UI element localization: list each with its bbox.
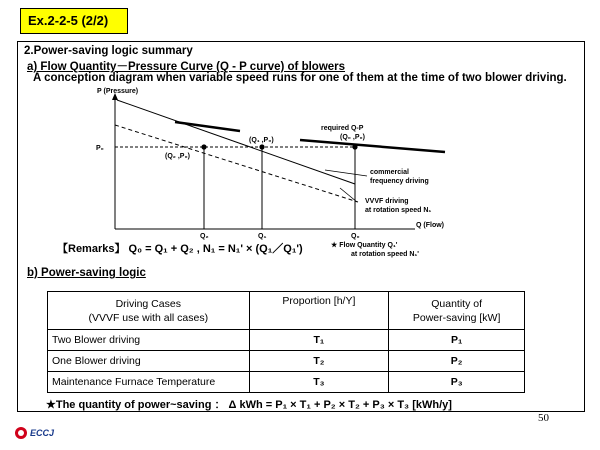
section-heading: 2.Power-saving logic summary xyxy=(24,45,193,57)
proportion-cell: T₃ xyxy=(249,372,389,393)
power-saving-formula: ★The quantity of power~saving ： Δ kWh = P₁ × T₁ + P₂ × T₂ + P₃ × T₃ [kWh/y] xyxy=(46,399,452,411)
required-label-2: (Q₀ ,P₀) xyxy=(340,134,365,141)
eccj-logo-icon xyxy=(15,427,27,439)
header-power-saving-line2: Power-saving [kW] xyxy=(412,311,501,324)
sub-heading-a: a) Flow Quantity－Pressure Curve (Q - P curve) of blowers xyxy=(27,61,346,73)
page-number: 50 xyxy=(538,412,549,424)
saving-cell: P₃ xyxy=(389,372,525,393)
case-cell: Maintenance Furnace Temperature xyxy=(48,372,250,393)
commercial-label-1: commercial xyxy=(370,169,409,176)
vvvf-pointer xyxy=(340,188,357,202)
header-driving-cases-line2: (VVVF use with all cases) xyxy=(88,311,209,324)
star-note-line1: ★ Flow Quantity Q₁' xyxy=(331,242,398,249)
table-row xyxy=(48,330,525,351)
point-q2-label: (Q₂ ,P₀) xyxy=(165,153,190,160)
point-q1-label: (Q₁ ,P₀) xyxy=(249,137,274,144)
header-proportion: Proportion [h/Y] xyxy=(249,292,389,330)
proportion-cell: T₂ xyxy=(249,351,389,372)
concept-description: A conception diagram when variable speed runs for one of them at the time of two blower driving. xyxy=(33,72,567,84)
table-header-row xyxy=(48,292,525,330)
saving-cell: P₂ xyxy=(389,351,525,372)
required-label-1: required Q-P xyxy=(321,125,364,132)
eccj-logo xyxy=(15,424,54,440)
table-row xyxy=(48,351,525,372)
p0-label: P₀ xyxy=(96,145,104,152)
vvvf-curve xyxy=(115,125,358,202)
point-q2 xyxy=(201,144,206,149)
table-row xyxy=(48,372,525,393)
header-power-saving-line1: Quantity of xyxy=(431,297,483,310)
slide-title: Ex.2-2-5 (2/2) xyxy=(20,8,128,34)
star-note-line2: at rotation speed N₁' xyxy=(351,251,419,258)
x-axis-label: Q (Flow) xyxy=(416,222,444,229)
case-cell: Two Blower driving xyxy=(48,330,250,351)
commercial-pointer xyxy=(325,170,367,176)
header-power-saving xyxy=(389,292,525,330)
sub-heading-b: b) Power-saving logic xyxy=(27,267,146,279)
driving-cases-table xyxy=(47,291,525,393)
star-note xyxy=(331,241,419,259)
required-curve-right xyxy=(300,140,445,152)
point-q1 xyxy=(259,144,264,149)
y-axis-label: P (Pressure) xyxy=(97,88,139,95)
required-curve-left xyxy=(175,122,240,131)
commercial-label-2: frequency driving xyxy=(370,178,429,185)
tick-q0: Q₀ xyxy=(351,233,360,240)
header-driving-cases xyxy=(48,292,250,330)
eccj-logo-text: ECCJ xyxy=(30,427,55,438)
tick-q1: Q₁ xyxy=(258,233,267,240)
tick-q2: Q₂ xyxy=(200,233,209,240)
vvvf-label-1: VVVF driving xyxy=(365,198,409,205)
vvvf-label-2: at rotation speed N₁ xyxy=(365,207,432,214)
case-cell: One Blower driving xyxy=(48,351,250,372)
remarks-text: 【Remarks】 Q₀ = Q₁ + Q₂ , N₁ = N₁' × (Q₁／Q₁') xyxy=(57,243,303,255)
proportion-cell: T₁ xyxy=(249,330,389,351)
header-driving-cases-line1: Driving Cases xyxy=(115,297,181,310)
saving-cell: P₁ xyxy=(389,330,525,351)
point-q0 xyxy=(352,144,357,149)
